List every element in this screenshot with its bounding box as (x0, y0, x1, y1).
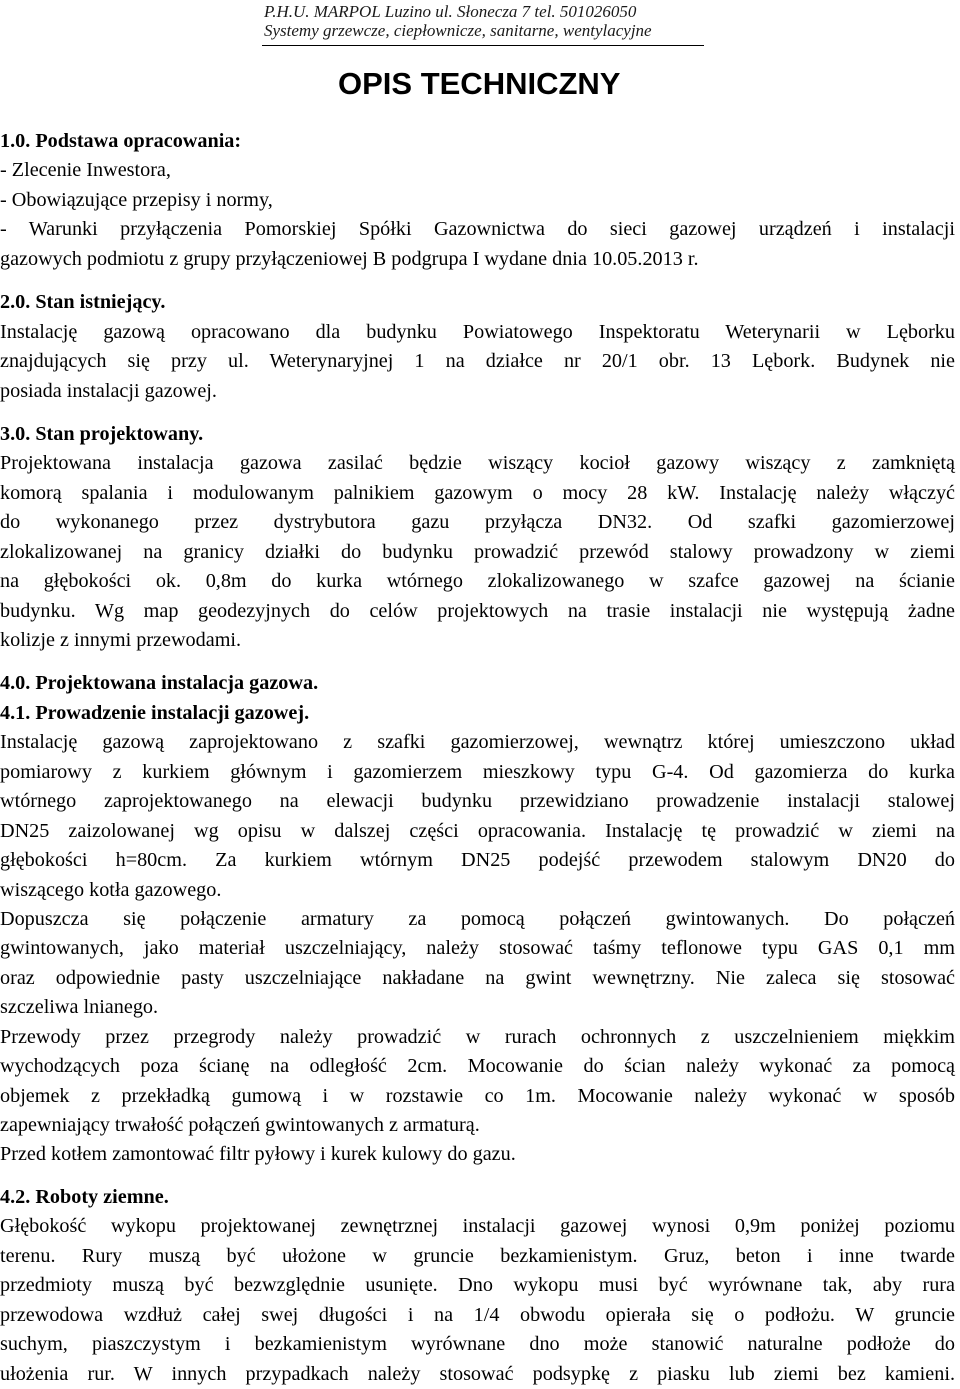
header-services-line: Systemy grzewcze, ciepłownicze, sanitarne, wentylacyjne (264, 21, 652, 40)
header-company-line: P.H.U. MARPOL Luzino ul. Słonecza 7 tel. 501026050 (264, 2, 637, 21)
paragraph-line: Instalację gazową opracowano dla budynku Powiatowego Inspektoratu Weterynarii w Lęborku (0, 320, 955, 343)
paragraph-line: terenu. Rury muszą być ułożone w gruncie bezkamienistym. Gruz, beton i inne twarde (0, 1244, 955, 1267)
paragraph-line: głębokości h=80cm. Za kurkiem wtórnym DN25 podejść przewodem stalowym DN20 do (0, 849, 955, 872)
paragraph-line: posiada instalacji gazowej. (0, 379, 217, 402)
paragraph-line: suchym, piaszczystym i bezkamienistym wyrównane dno może stanowić naturalne podłoże do (0, 1333, 955, 1356)
spacer (0, 406, 955, 420)
paragraph-line: gwintowanych, jako materiał uszczelniający, należy stosować taśmy teflonowe typu GAS 0,1 mm (0, 937, 955, 960)
paragraph-line: ułożenia rur. W innych przypadkach należy stosować podsypkę z piasku lub ziemi bez kamieni. (0, 1362, 955, 1385)
spacer (0, 1170, 955, 1183)
document-body (0, 127, 955, 1389)
paragraph-line: kolizje z innymi przewodami. (0, 629, 242, 651)
paragraph-line: Przewody przez przegrody należy prowadzić w rurach ochronnych z uszczelnieniem miękkim (0, 1025, 955, 1048)
paragraph-line: wychodzących poza ścianę na odległość 2cm. Mocowanie do ścian należy wykonać za pomocą (0, 1055, 955, 1078)
paragraph-line: na głębokości ok. 0,8m do kurka wtórnego zlokalizowanego w szafce gazowej na ścianie (0, 570, 955, 593)
paragraph-line: przedmioty muszą być bezwzględnie usunięte. Dno wykopu musi być wyrównane tak, aby rura (0, 1274, 955, 1297)
section-heading: 2.0. Stan istniejący. (0, 291, 166, 314)
spacer (0, 655, 955, 669)
paragraph-line: Dopuszcza się połączenie armatury za pomocą połączeń gwintowanych. Do połączeń (0, 907, 955, 930)
paragraph-line: pomiarowy z kurkiem głównym i gazomierzem mieszkowy typu G-4. Od gazomierza do kurka (0, 760, 955, 783)
paragraph-line: - Obowiązujące przepisy i normy, (0, 188, 273, 211)
paragraph-line: przewodowa wzdłuż całej swej długości i na 1/4 obwodu opierała się o podłożu. W gruncie (0, 1303, 955, 1326)
paragraph-line: gazowych podmiotu z grupy przyłączeniowej B podgrupa I wydane dnia 10.05.2013 r. (0, 247, 699, 270)
section-heading: 4.0. Projektowana instalacja gazowa. (0, 672, 319, 695)
spacer (0, 274, 955, 288)
subsection-heading: 4.1. Prowadzenie instalacji gazowej. (0, 701, 310, 724)
paragraph-line: komorą spalania i modulowanym palnikiem gazowym o mocy 28 kW. Instalację należy włączyć (0, 481, 955, 504)
subsection-heading: 4.2. Roboty ziemne. (0, 1185, 169, 1208)
paragraph-line: znajdujących się przy ul. Weterynaryjnej 1 na działce nr 20/1 obr. 13 Lębork. Budynek nie (0, 350, 955, 373)
paragraph-line: objemek z przekładką gumową i w rozstawie co 1m. Mocowanie należy wykonać w sposób (0, 1084, 955, 1107)
paragraph-line: DN25 zaizolowanej wg opisu w dalszej części opracowania. Instalację tę prowadzić w ziemi na (0, 819, 955, 842)
header-rule (262, 45, 704, 46)
document-title: OPIS TECHNICZNY (338, 66, 621, 101)
page-header (264, 2, 704, 46)
paragraph-line: Instalację gazową zaprojektowano z szafki gazomierzowej, wewnątrz której umieszczono układ (0, 731, 955, 754)
paragraph-line: - Warunki przyłączenia Pomorskiej Spółki Gazownictwa do sieci gazowej urządzeń i instalacji (0, 218, 955, 241)
paragraph-line: - Zlecenie Inwestora, (0, 159, 171, 182)
paragraph-line: zapewniający trwałość połączeń gwintowanych z armaturą. (0, 1114, 480, 1136)
paragraph-line: wtórnego zaprojektowanego na elewacji budynku przewidziano prowadzenie instalacji stalowej (0, 790, 955, 813)
paragraph-line: do wykonanego przez dystrybutora gazu przyłącza DN32. Od szafki gazomierzowej (0, 511, 955, 534)
paragraph-line: oraz odpowiednie pasty uszczelniające nakładane na gwint wewnętrzny. Nie zaleca się stosować (0, 966, 955, 989)
paragraph-line: Projektowana instalacja gazowa zasilać będzie wiszący kocioł gazowy wiszący z zamkniętą (0, 452, 955, 475)
paragraph-line: Przed kotłem zamontować filtr pyłowy i kurek kulowy do gazu. (0, 1143, 516, 1166)
section-heading: 3.0. Stan projektowany. (0, 422, 204, 445)
paragraph-line: Głębokość wykopu projektowanej zewnętrznej instalacji gazowej wynosi 0,9m poniżej poziomu (0, 1215, 955, 1238)
paragraph-line: szczeliwa lnianego. (0, 996, 159, 1019)
paragraph-line: wiszącego kotła gazowego. (0, 878, 222, 901)
section-heading: 1.0. Podstawa opracowania: (0, 130, 242, 152)
paragraph-line: zlokalizowanej na granicy działki do budynku prowadzić przewód stalowy prowadzony w ziemi (0, 540, 955, 563)
paragraph-line: budynku. Wg map geodezyjnych do celów projektowych na trasie instalacji nie występują żadne (0, 599, 955, 622)
